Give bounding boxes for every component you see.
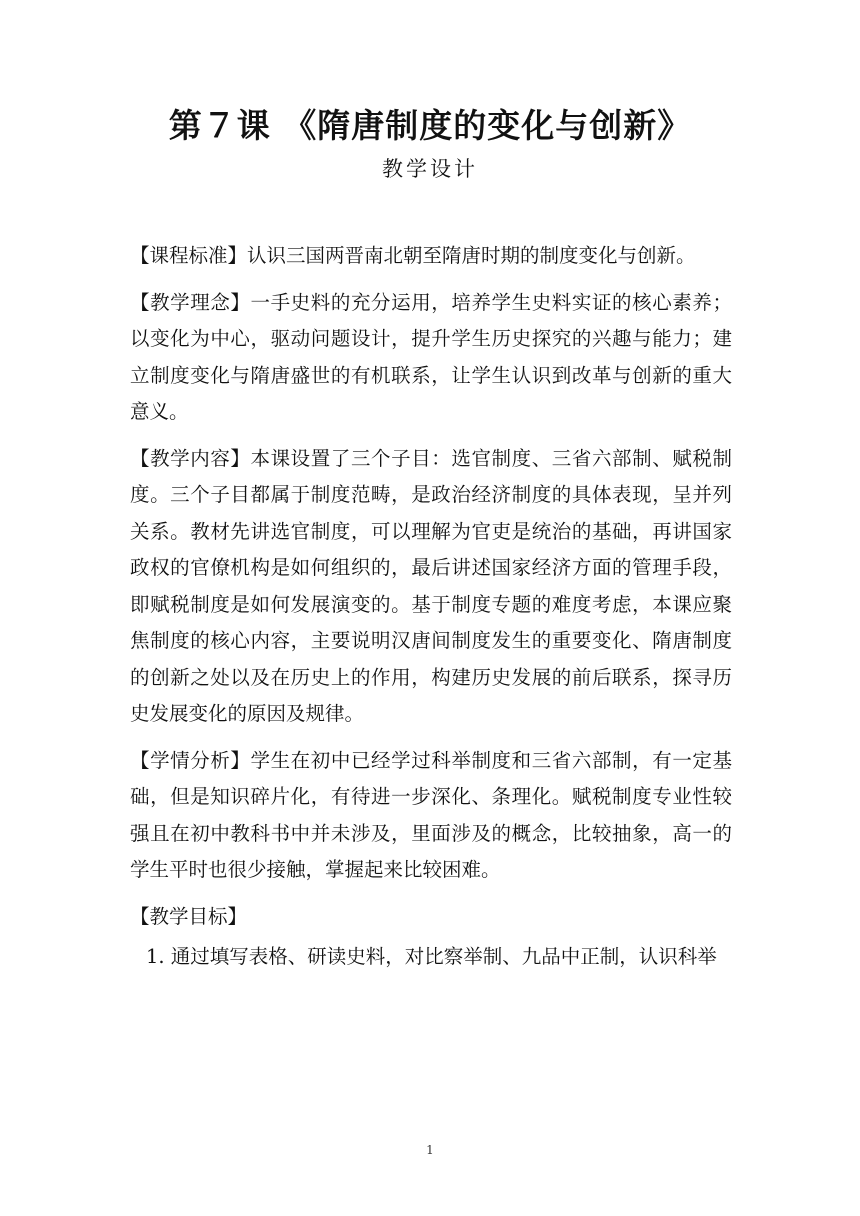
document-subtitle: 教学设计 (382, 157, 478, 181)
paragraph-teaching-content: 【教学内容】本课设置了三个子目：选官制度、三省六部制、赋税制度。三个子目都属于制度范畴，是政治经济制度的具体表现，呈并列关系。教材先讲选官制度，可以理解为官吏是统治的基础，再讲国家政权的官僚机构是如何组织的，最后讲述国家经济方面的管理手段，即赋税制度是如何发展演变的。基于制度专题的难度考虑，本课应聚焦制度的核心内容，主要说明汉唐间制度发生的重要变化、隋唐制度的创新之处以及在历史上的作用，构建历史发展的前后联系，探寻历史发展变化的原因及规律。 (130, 446, 732, 725)
paragraph-teaching-philosophy: 【教学理念】一手史料的充分运用，培养学生史料实证的核心素养；以变化为中心，驱动问题设计，提升学生历史探究的兴趣与能力；建立制度变化与隋唐盛世的有机联系，让学生认识到改革与创新的重大意义。 (130, 290, 732, 423)
paragraph-curriculum-standard: 【课程标准】认识三国两晋南北朝至隋唐时期的制度变化与创新。 (130, 244, 696, 267)
document-title: 第７课 《隋唐制度的变化与创新》 (168, 106, 692, 145)
paragraph-teaching-objectives-heading: 【教学目标】 (130, 904, 248, 928)
document-body (130, 238, 732, 976)
page-number: 1 (426, 1143, 434, 1157)
objective-list-item: 1. 通过填写表格、研读史料，对比察举制、九品中正制，认识科举 (146, 945, 717, 968)
paragraph-learner-analysis: 【学情分析】学生在初中已经学过科举制度和三省六部制，有一定基础，但是知识碎片化，有待进一步深化、条理化。赋税制度专业性较强且在初中教科书中并未涉及，里面涉及的概念，比较抽象，高一的学生平时也很少接触，掌握起来比较困难。 (130, 748, 732, 881)
